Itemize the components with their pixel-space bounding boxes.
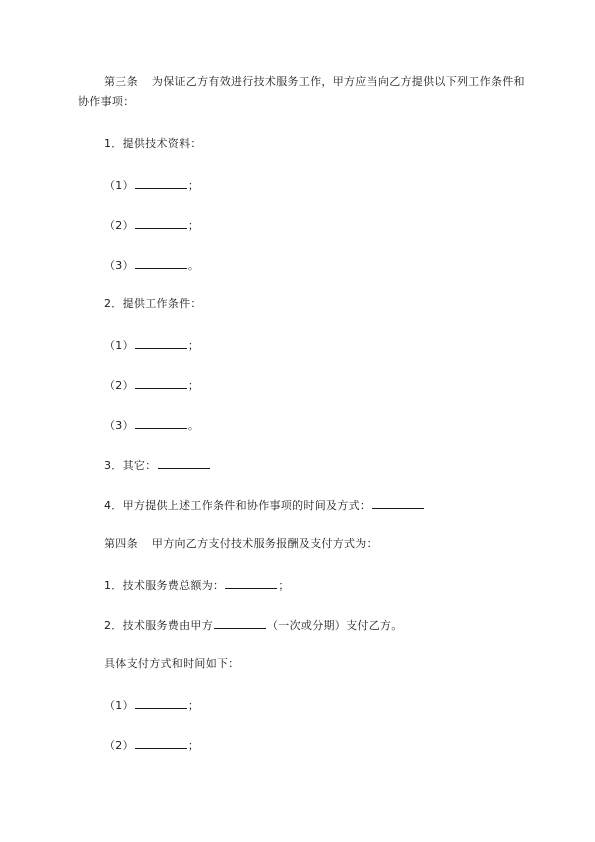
payment-details-item-2: （2） ； bbox=[104, 736, 199, 754]
fill-blank[interactable] bbox=[135, 176, 187, 189]
fill-blank[interactable] bbox=[135, 336, 187, 349]
fill-blank[interactable] bbox=[135, 416, 187, 429]
tech-materials-item-3: （3） 。 bbox=[104, 256, 199, 274]
article-3-text: 为保证乙方有效进行技术服务工作，甲方应当向乙方提供以下列工作条件和协作事项： bbox=[78, 75, 525, 108]
fill-blank[interactable] bbox=[135, 256, 187, 269]
fill-blank[interactable] bbox=[135, 736, 187, 749]
work-conditions-title: 2．提供工作条件： bbox=[104, 297, 202, 310]
article-3-paragraph bbox=[78, 72, 528, 112]
fill-blank[interactable] bbox=[372, 496, 424, 509]
fill-blank[interactable] bbox=[135, 216, 187, 229]
work-conditions-item-2: （2） ； bbox=[104, 376, 199, 394]
tech-materials-item-1: （1） ； bbox=[104, 176, 199, 194]
fill-blank[interactable] bbox=[135, 696, 187, 709]
article-4-line bbox=[104, 536, 378, 552]
time-method-line: 4．甲方提供上述工作条件和协作事项的时间及方式： bbox=[104, 496, 425, 514]
fill-blank[interactable] bbox=[225, 576, 277, 589]
other-line: 3．其它： bbox=[104, 456, 211, 474]
payment-details-title: 具体支付方式和时间如下： bbox=[104, 657, 240, 670]
fill-blank[interactable] bbox=[214, 616, 266, 629]
work-conditions-item-1: （1） ； bbox=[104, 336, 199, 354]
payment-details-item-1: （1） ； bbox=[104, 696, 199, 714]
work-conditions-item-3: （3） 。 bbox=[104, 416, 199, 434]
fill-blank[interactable] bbox=[135, 376, 187, 389]
fee-total-line: 1．技术服务费总额为： ； bbox=[104, 576, 290, 594]
fill-blank[interactable] bbox=[158, 456, 210, 469]
tech-materials-item-2: （2） ； bbox=[104, 216, 199, 234]
article-3-heading: 第三条 bbox=[104, 75, 138, 88]
fee-payment-line: 2．技术服务费由甲方 （一次或分期）支付乙方。 bbox=[104, 616, 403, 634]
tech-materials-title: 1．提供技术资料： bbox=[104, 137, 202, 150]
article-4-text: 甲方向乙方支付技术服务报酬及支付方式为： bbox=[151, 537, 378, 550]
article-4-heading: 第四条 bbox=[104, 537, 138, 550]
